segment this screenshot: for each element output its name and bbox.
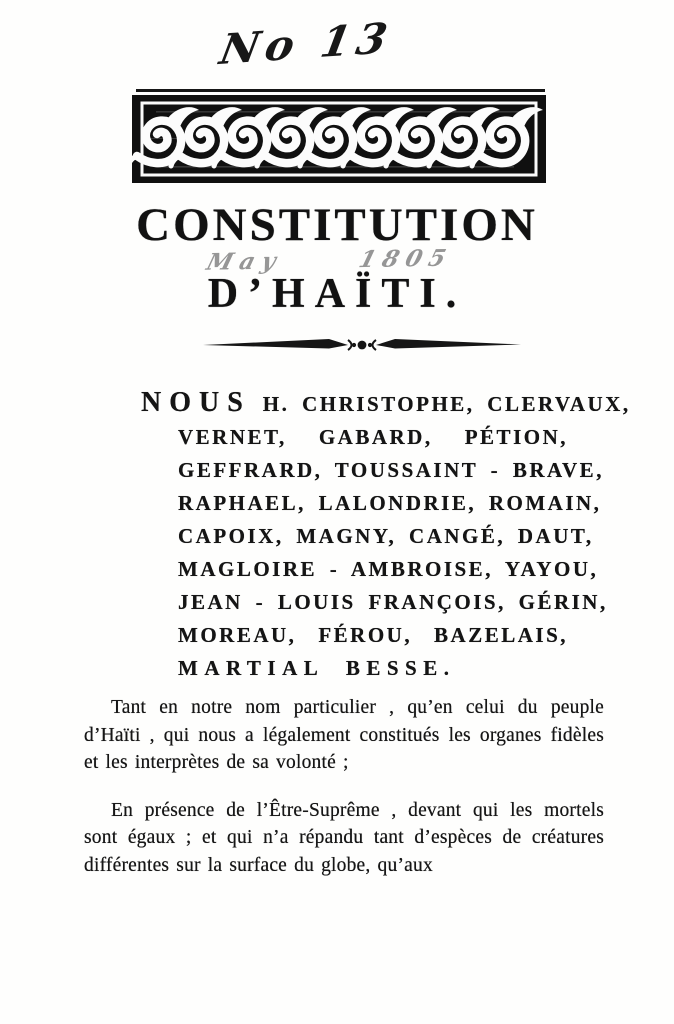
name-line: MOREAU, FÉROU, BAZELAIS, — [178, 623, 568, 647]
preamble-body — [84, 694, 604, 899]
name-line: GEFFRARD, TOUSSAINT - BRAVE, — [178, 458, 604, 482]
name-line: VERNET, GABARD, PÉTION, — [178, 425, 568, 449]
nous-word: NOUS — [141, 387, 251, 418]
preamble-names-block — [141, 386, 631, 685]
handwritten-annotation-top: No 13 — [216, 13, 397, 74]
name-line: CAPOIX, MAGNY, CANGÉ, DAUT, — [178, 524, 594, 548]
name-line-text: H. CHRISTOPHE, CLERVAUX, — [262, 392, 631, 416]
handwritten-annotation-middle: May 1805 — [203, 244, 456, 276]
name-line — [141, 386, 631, 421]
name-line: RAPHAEL, LALONDRIE, ROMAIN, — [178, 491, 602, 515]
name-line: JEAN - LOUIS FRANÇOIS, GÉRIN, — [178, 590, 608, 614]
paragraph: En présence de l’Être-Suprême , devant qui les mortels sont égaux ; et qui n’a répandu tant d’espèces de créatures différentes sur la surface du globe, qu’aux — [84, 799, 604, 876]
scroll-ornament-banner-icon — [132, 89, 548, 187]
name-line: MARTIAL BESSE. — [178, 656, 456, 680]
page-subtitle: D’HAÏTI. — [207, 271, 467, 317]
paragraph: Tant en notre nom particulier , qu’en celui du peuple d’Haïti , qui nous a légalement constitués les organes fidèles et les interprètes de sa volonté ; — [84, 697, 604, 773]
name-line: MAGLOIRE - AMBROISE, YAYOU, — [178, 557, 599, 581]
ornamental-divider-icon — [203, 334, 521, 356]
page-title: CONSTITUTION — [136, 199, 538, 251]
